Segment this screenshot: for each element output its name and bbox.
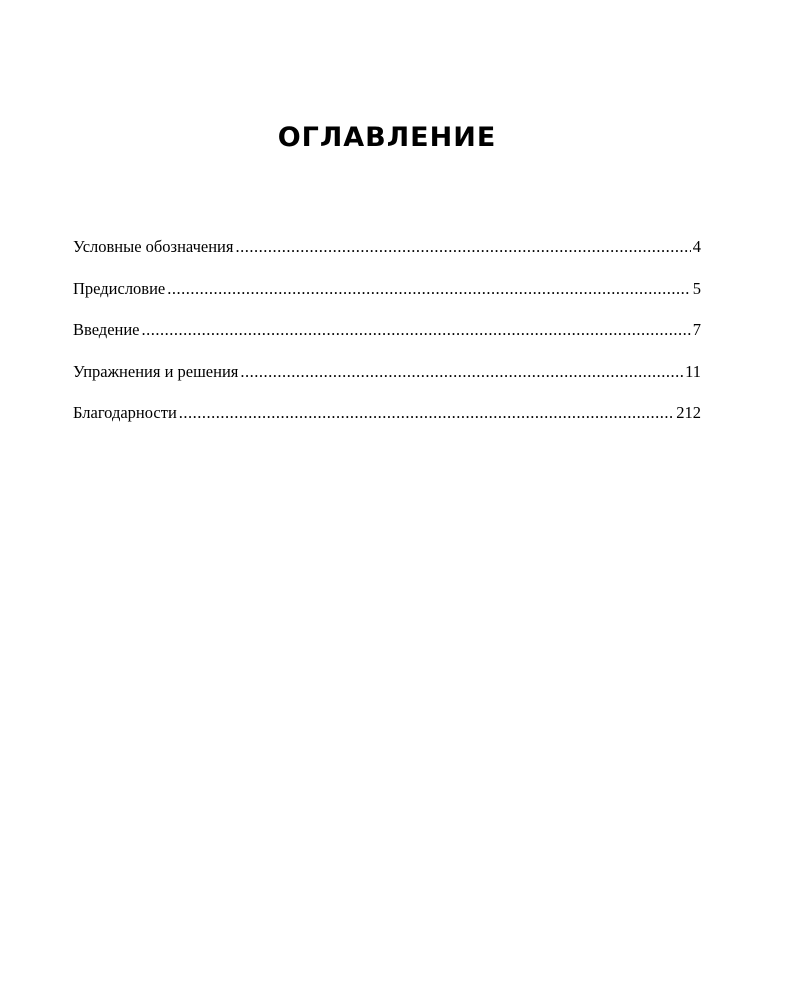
dot-leader	[179, 400, 674, 426]
toc-entry-label: Предисловие	[73, 278, 166, 298]
toc-entry-exercises[interactable]	[73, 359, 701, 401]
toc-entry-symbols[interactable]	[73, 234, 701, 276]
toc-entry-page-number: 212	[676, 403, 701, 422]
dot-leader	[240, 359, 683, 385]
toc-entry-label: Благодарности	[73, 403, 177, 422]
toc-entry-page-number: 7	[692, 320, 701, 339]
dot-leader	[142, 317, 691, 343]
toc-entry-label: Условные обозначения	[73, 237, 234, 256]
table-of-contents	[73, 234, 701, 442]
toc-entry-preface[interactable]	[73, 276, 701, 318]
page-title: ОГЛАВЛЕНИЕ	[277, 122, 497, 153]
toc-entry-introduction[interactable]	[73, 317, 701, 359]
toc-entry-page-number: 4	[692, 237, 701, 256]
toc-entry-page-number: 11	[685, 361, 701, 381]
toc-entry-acknowledgements[interactable]	[73, 400, 701, 442]
dot-leader	[167, 276, 691, 302]
dot-leader	[235, 234, 690, 260]
toc-entry-label: Введение	[73, 320, 140, 339]
toc-entry-label: Упражнения и решения	[73, 361, 239, 381]
toc-entry-page-number: 5	[692, 278, 701, 298]
